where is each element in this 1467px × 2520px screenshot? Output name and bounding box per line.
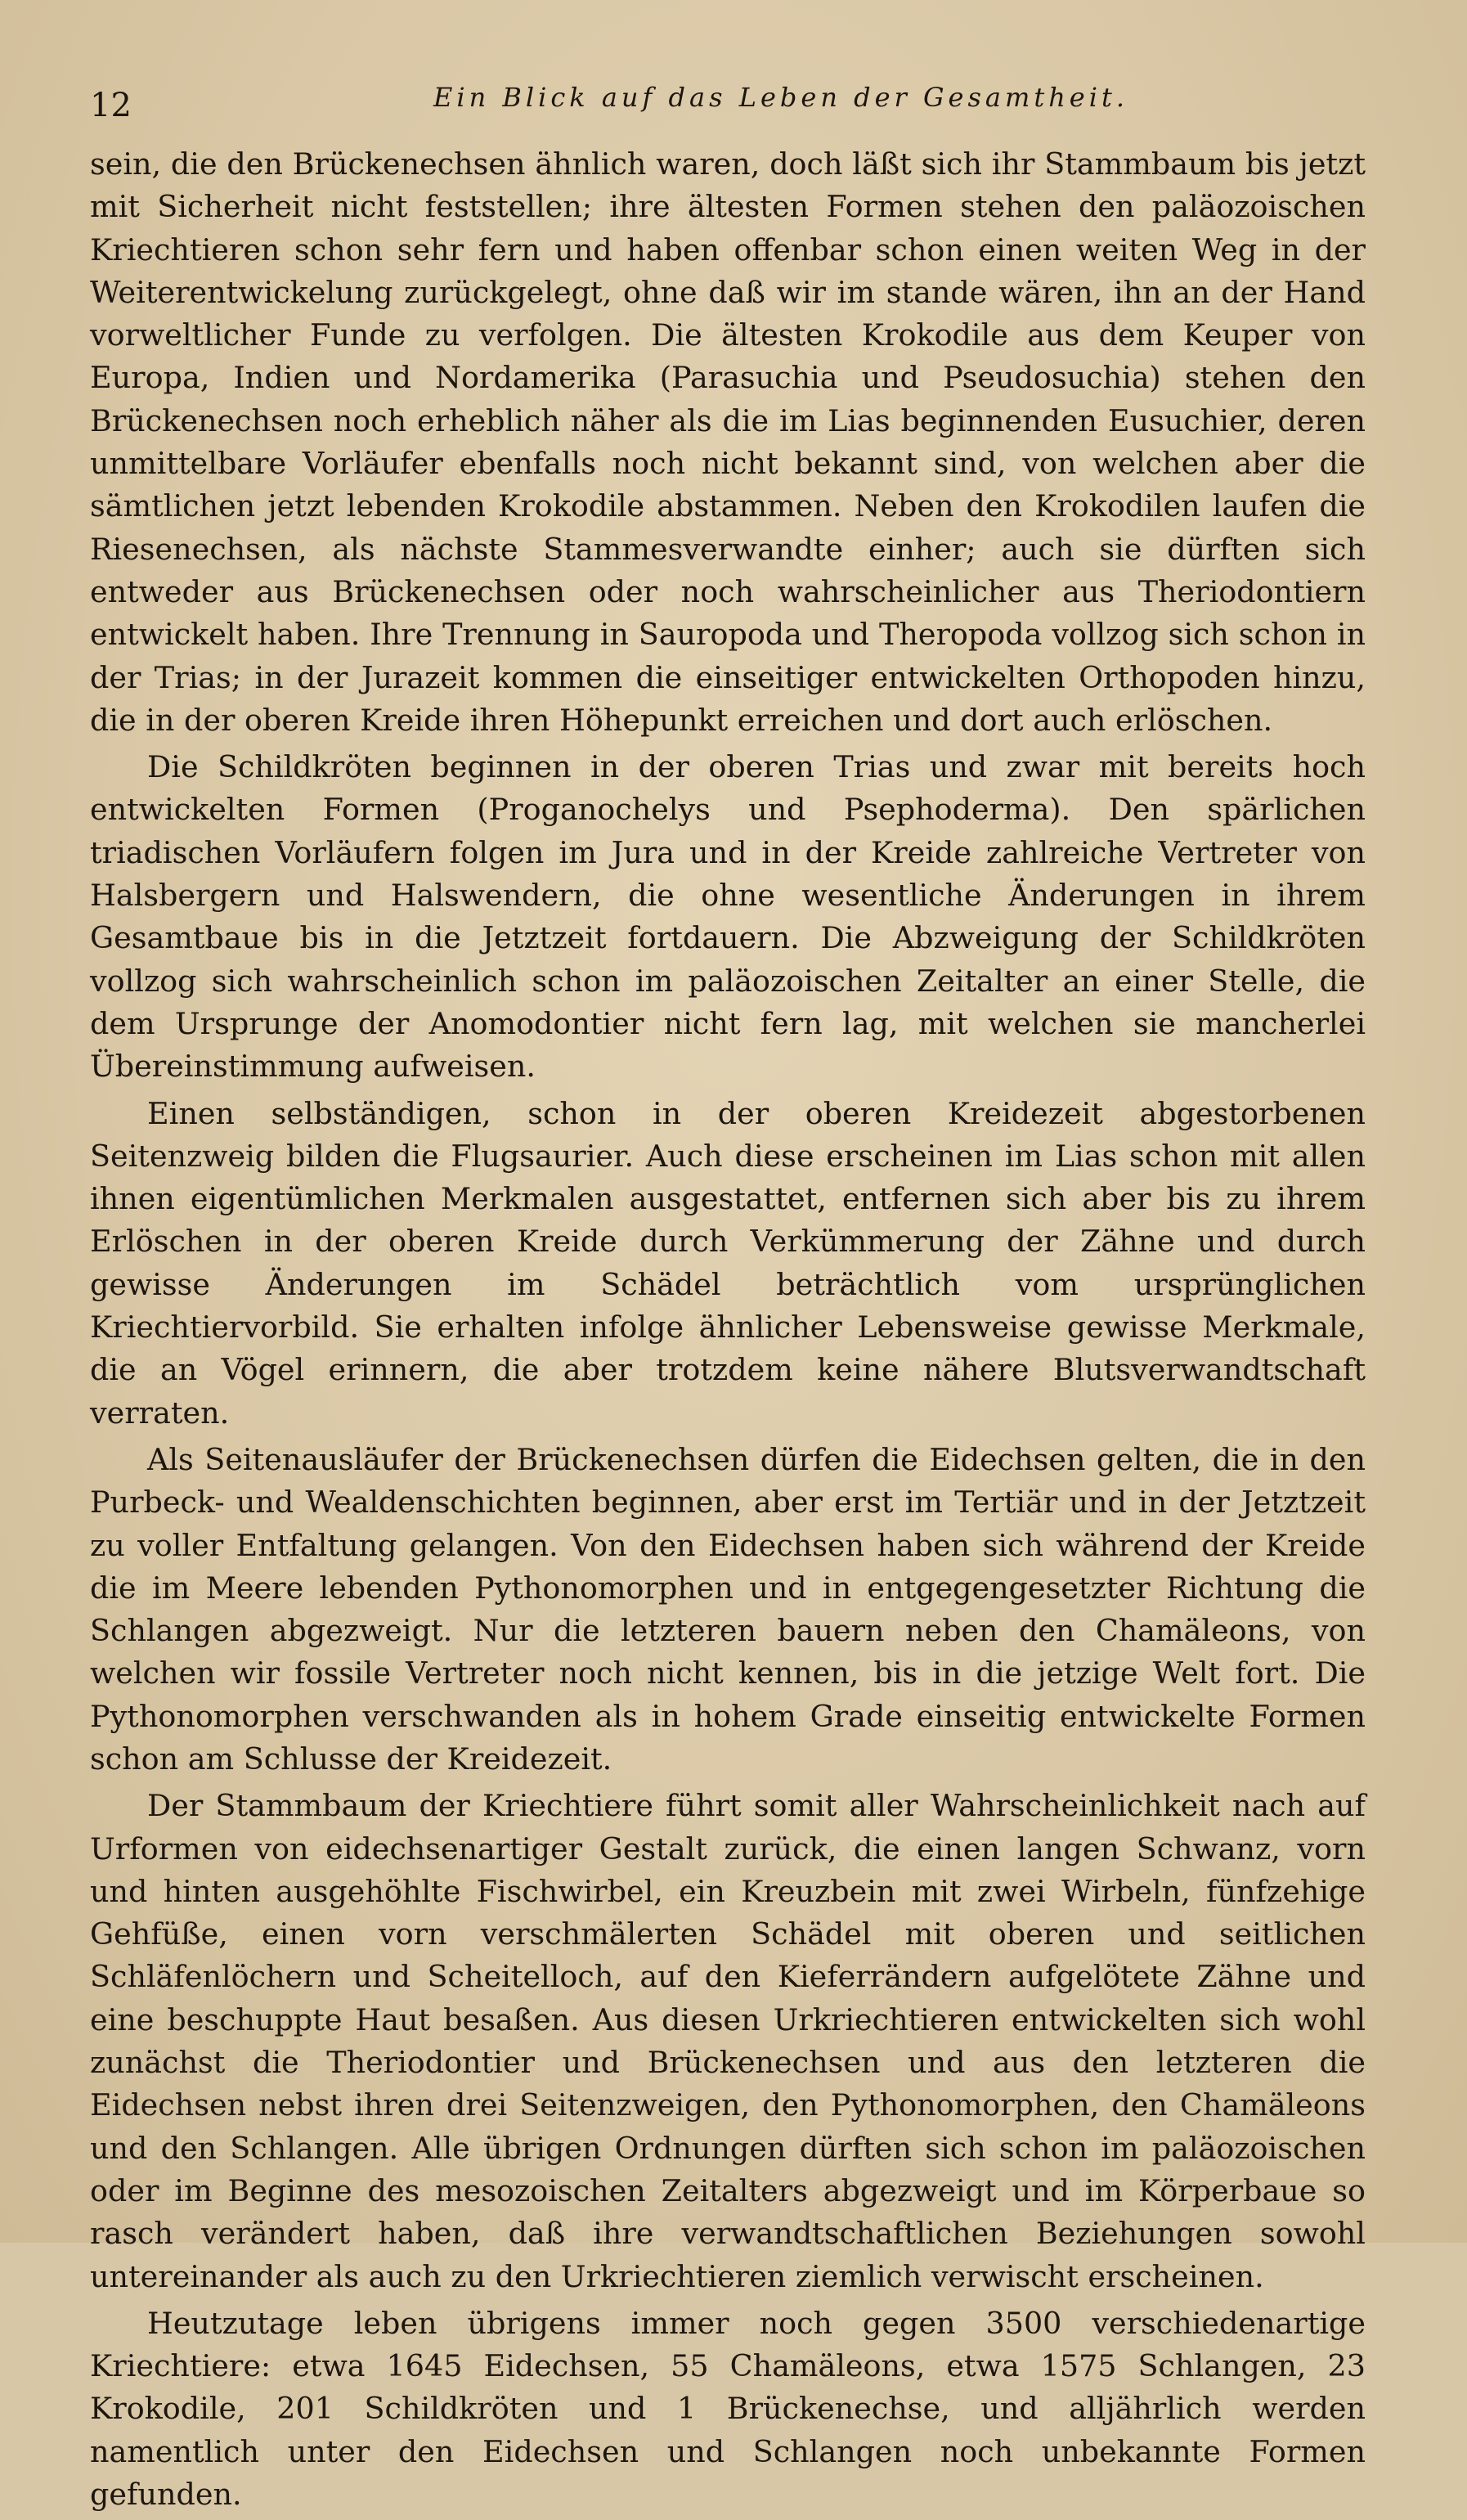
paragraph: sein, die den Brückenechsen ähnlich waren, doch läßt sich ihr Stammbaum bis jetzt mit Sicherheit nicht feststellen; ihre ältesten Formen stehen den paläozoischen Kriechtieren schon sehr fern und haben offenbar schon einen weiten Weg in der Weiterentwickelung zurückgelegt, ohne daß wir im stande wären, ihn an der Hand vorweltlicher Funde zu verfolgen. Die ältesten Krokodile aus dem Keuper von Europa, Indien und Nordamerika (Parasuchia und Pseudosuchia) stehen den Brückenechsen noch erheblich näher als die im Lias beginnenden Eusuchier, deren unmittelbare Vorläufer ebenfalls noch nicht bekannt sind, von welchen aber die sämtlichen jetzt lebenden Krokodile abstammen. Neben den Krokodilen laufen die Riesenechsen, als nächste Stammesverwandte einher; auch sie dürften sich entweder aus Brückenechsen oder noch wahrscheinlicher aus Theriodontiern entwickelt haben. Ihre Trennung in Sauropoda und Theropoda vollzog sich schon in der Trias; in der Jurazeit kommen die einseitiger entwickelten Orthopoden hinzu, die in der oberen Kreide ihren Höhepunkt erreichen und dort auch erlöschen. bbox=[90, 146, 1366, 738]
running-title: Ein Blick auf das Leben der Gesamtheit. bbox=[433, 82, 1128, 113]
paragraph: Der Stammbaum der Kriechtiere führt somit aller Wahrscheinlichkeit nach auf Urformen von eidechsenartiger Gestalt zurück, die einen langen Schwanz, vorn und hinten ausgehöhlte Fischwirbel, ein Kreuzbein mit zwei Wirbeln, fünfzehige Gehfüße, einen vorn verschmälerten Schädel mit oberen und seitlichen Schläfenlöchern und Scheitelloch, auf den Kieferrändern aufgelötete Zähne und eine beschuppte Haut besaßen. Aus diesen Urkriechtieren entwickelten sich wohl zunächst die Theriodontier und Brückenechsen und aus den letzteren die Eidechsen nebst ihren drei Seitenzweigen, den Pythonomorphen, den Chamäleons und den Schlangen. Alle übrigen Ordnungen dürften sich schon im paläozoischen oder im Beginne des mesozoischen Zeitalters abgezweigt und im Körperbaue so rasch verändert haben, daß ihre verwandtschaftlichen Beziehungen sowohl untereinander als auch zu den Urkriechtieren ziemlich verwischt erscheinen. bbox=[90, 1788, 1366, 2294]
paragraph: Einen selbständigen, schon in der oberen Kreidezeit abgestorbenen Seitenzweig bilden die Flugsaurier. Auch diese erscheinen im Lias schon mit allen ihnen eigentümlichen Merkmalen ausgestattet, entfernen sich aber bis zu ihrem Erlöschen in der oberen Kreide durch Verkümmerung der Zähne und durch gewisse Änderungen im Schädel beträchtlich vom ursprünglichen Kriechtiervorbild. Sie erhalten infolge ähnlicher Lebensweise gewisse Merkmale, die an Vögel erinnern, die aber trotzdem keine nähere Blutsverwandtschaft verraten. bbox=[90, 1095, 1366, 1431]
paragraph: Die Schildkröten beginnen in der oberen Trias und zwar mit bereits hoch entwickelten Formen (Proganochelys und Psephoderma). Den spärlichen triadischen Vorläufern folgen im Jura und in der Kreide zahlreiche Vertreter von Halsbergern und Halswendern, die ohne wesentliche Änderungen in ihrem Gesamtbaue bis in die Jetztzeit fortdauern. Die Abzweigung der Schildkröten vollzog sich wahrscheinlich schon im paläozoischen Zeitalter an einer Stelle, die dem Ursprunge der Anomodontier nicht fern lag, mit welchen sie mancherlei Übereinstimmung aufweisen. bbox=[90, 749, 1366, 1085]
paragraph: Heutzutage leben übrigens immer noch gegen 3500 verschiedenartige Kriechtiere: etwa 1645 Eidechsen, 55 Chamäleons, etwa 1575 Schlangen, 23 Krokodile, 201 Schildkröten und 1 Brückenechse, und alljährlich werden namentlich unter den Eidechsen und Schlangen noch unbekannte Formen gefunden. bbox=[90, 2305, 1366, 2513]
page-header bbox=[90, 82, 1366, 131]
body-text bbox=[90, 143, 1366, 2520]
paragraph: Als Seitenausläufer der Brückenechsen dürfen die Eidechsen gelten, die in den Purbeck- und Wealdenschichten beginnen, aber erst im Tertiär und in der Jetztzeit zu voller Entfaltung gelangen. Von den Eidechsen haben sich während der Kreide die im Meere lebenden Pythonomorphen und in entgegengesetzter Richtung die Schlangen abgezweigt. Nur die letzteren bauern neben den Chamäleons, von welchen wir fossile Vertreter noch nicht kennen, bis in die jetzige Welt fort. Die Pythonomorphen verschwanden als in hohem Grade einseitig entwickelte Formen schon am Schlusse der Kreidezeit. bbox=[90, 1441, 1366, 1777]
page-number: 12 bbox=[90, 87, 132, 124]
